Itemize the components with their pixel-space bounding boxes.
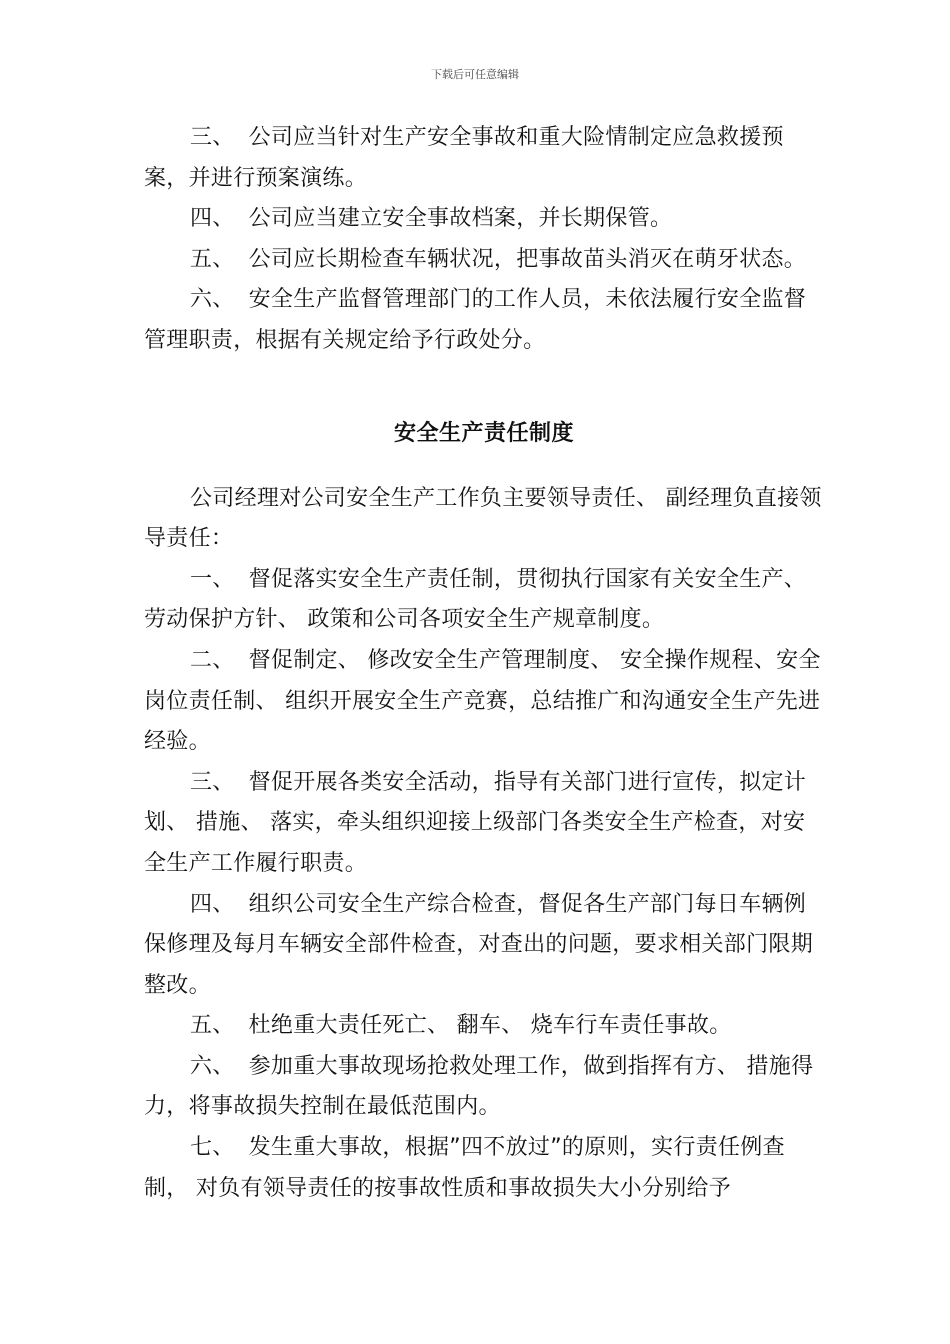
list-item bbox=[144, 199, 824, 240]
intro-paragraph: 公司经理对公司安全生产工作负主要领导责任、 副经理负直接领导责任： bbox=[144, 485, 822, 552]
item-text: 公司应当针对生产安全事故和重大险情制定应急救援预案，并进行预案演练。 bbox=[144, 125, 784, 191]
item-number: 七、 bbox=[190, 1135, 235, 1161]
list-item bbox=[144, 1128, 824, 1209]
item-text: 督促落实安全生产责任制，贯彻执行国家有关安全生产、 劳动保护方针、 政策和公司各项安全生产规章制度。 bbox=[144, 566, 807, 633]
item-text: 发生重大事故，根据”四不放过”的原则，实行责任例查制， 对负有领导责任的按事故性质和事故损失大小分别给予 bbox=[144, 1135, 785, 1201]
item-text: 公司应长期检查车辆状况，把事故苗头消灭在萌牙状态。 bbox=[248, 246, 807, 272]
page-header-note: 下载后可任意编辑 bbox=[431, 68, 519, 81]
item-text: 督促制定、 修改安全生产管理制度、 安全操作规程、安全岗位责任制、 组织开展安全生产竞赛，总结推广和沟通安全生产先进经验。 bbox=[144, 647, 821, 755]
item-text: 组织公司安全生产综合检查，督促各生产部门每日车辆例保修理及每月车辆安全部件检查，对查出的问题，要求相关部门限期整改。 bbox=[144, 891, 814, 998]
list-item bbox=[144, 885, 824, 1007]
item-number: 六、 bbox=[190, 287, 235, 313]
list-item bbox=[144, 1006, 824, 1047]
item-number: 四、 bbox=[190, 206, 235, 232]
document-body bbox=[144, 118, 824, 1209]
item-number: 三、 bbox=[190, 125, 235, 150]
item-number: 一、 bbox=[190, 566, 235, 592]
list-item bbox=[144, 560, 824, 641]
item-number: 三、 bbox=[190, 769, 235, 795]
item-number: 五、 bbox=[190, 1013, 235, 1039]
list-item bbox=[144, 240, 824, 281]
list-item bbox=[144, 118, 824, 199]
list-item bbox=[144, 763, 824, 885]
item-text: 安全生产监督管理部门的工作人员，未依法履行安全监督管理职责，根据有关规定给予行政处分。 bbox=[144, 287, 807, 353]
list-item bbox=[144, 641, 824, 763]
item-text: 参加重大事故现场抢救处理工作，做到指挥有方、 措施得力，将事故损失控制在最低范围内。 bbox=[144, 1053, 814, 1120]
item-number: 四、 bbox=[190, 891, 235, 917]
item-number: 六、 bbox=[190, 1053, 235, 1079]
item-text: 杜绝重大责任死亡、 翻车、 烧车行车责任事故。 bbox=[248, 1013, 732, 1039]
list-item bbox=[144, 1047, 824, 1128]
item-number: 二、 bbox=[190, 647, 235, 673]
item-text: 公司应当建立安全事故档案，并长期保管。 bbox=[248, 206, 673, 232]
item-number: 五、 bbox=[190, 246, 235, 272]
list-item bbox=[144, 280, 824, 361]
section-title: 安全生产责任制度 bbox=[393, 420, 574, 446]
item-text: 督促开展各类安全活动，指导有关部门进行宣传，拟定计划、 措施、 落实，牵头组织迎接上级部门各类安全生产检查，对安全生产工作履行职责。 bbox=[144, 769, 807, 876]
